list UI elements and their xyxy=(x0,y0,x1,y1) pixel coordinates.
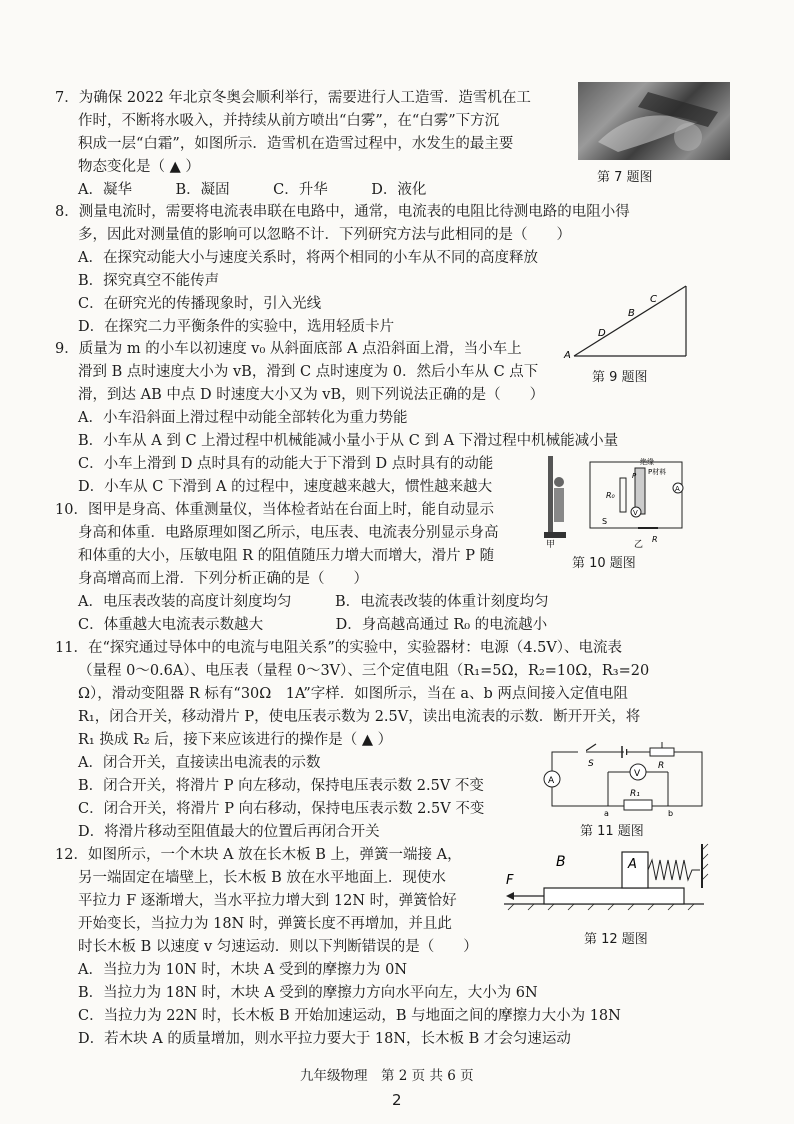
question-line: 作时，不断将水吸入，并持续从前方喷出“白雾”，在“白雾”下方沉 xyxy=(78,113,500,129)
fig12-label-b: B xyxy=(556,854,566,870)
fig11-label-b-point: b xyxy=(668,809,674,816)
question-line: Ω），滑动变阻器 R 标有“30Ω 1A”字样．如图所示，当在 a、b 两点间接入定值电阻 xyxy=(78,686,628,702)
question-line: 身高增高而上滑．下列分析正确的是（ ） xyxy=(78,571,368,587)
question-line: 10．图甲是身高、体重测量仪，当体检者站在台面上时，能自动显示 xyxy=(55,502,494,518)
fig12-label-f: F xyxy=(506,873,514,888)
question-line: 另一端固定在墙壁上，长木板 B 放在水平地面上．现使水 xyxy=(78,870,446,886)
fig7-snow-machine-photo xyxy=(578,82,730,160)
answer-options: A．凝华 B．凝固 C．升华 D．液化 xyxy=(78,182,427,198)
question-line: 滑到 B 点时速度大小为 vB，滑到 C 点时速度为 0．然后小车从 C 点下 xyxy=(78,364,539,380)
question-line: 9．质量为 m 的小车以初速度 v₀ 从斜面底部 A 点沿斜面上滑，当小车上 xyxy=(55,341,522,357)
fig10-label-material: P材料 xyxy=(648,468,667,476)
fig11-label-r: R xyxy=(658,761,665,771)
option-c: C．闭合开关，将滑片 P 向右移动，保持电压表示数 2.5V 不变 xyxy=(78,801,485,817)
fig10-label-r0: R₀ xyxy=(606,491,615,500)
question-line: 和体重的大小，压敏电阻 R 的阻值随压力增大而增大，滑片 P 随 xyxy=(78,548,495,564)
fig12-label-a: A xyxy=(628,857,637,872)
question-line: R₁ 换成 R₂ 后，接下来应该进行的操作是（ ▲ ） xyxy=(78,732,393,748)
fig9-label-d: D xyxy=(598,328,606,339)
question-line: 身高和体重．电路原理如图乙所示，电压表、电流表分别显示身高 xyxy=(78,525,499,541)
question-line: 8．测量电流时，需要将电流表串联在电路中，通常，电流表的电阻比待测电路的电阻小得 xyxy=(55,204,630,220)
options-ab: A．电压表改装的高度计刻度均匀 B．电流表改装的体重计刻度均匀 xyxy=(78,594,549,610)
options-cd: C．体重越大电流表示数越大 D．身高越高通过 R₀ 的电流越小 xyxy=(78,617,548,633)
fig10-label-v: V xyxy=(633,509,638,517)
fig10-label-s: S xyxy=(602,517,608,526)
option-d: D．小车从 C 下滑到 A 的过程中，速度越来越大，惯性越来越大 xyxy=(78,479,493,495)
question-line: 物态变化是（ ▲ ） xyxy=(78,159,200,175)
fig11-label-a-point: a xyxy=(604,809,609,816)
question-line: 积成一层“白霜”，如图所示．造雪机在造雪过程中，水发生的最主要 xyxy=(78,136,514,152)
question-line: 12．如图所示，一个木块 A 放在长木板 B 上，弹簧一端接 A， xyxy=(55,847,462,863)
fig10-caption: 第 10 题图 xyxy=(572,556,636,571)
fig11-circuit-diagram xyxy=(538,742,708,816)
question-line: R₁，闭合开关，移动滑片 P，使电压表示数为 2.5V，读出电流表的示数．断开开关，将 xyxy=(78,709,641,725)
page-number: 2 xyxy=(392,1091,402,1109)
fig11-label-a: A xyxy=(548,776,555,786)
question-line: 滑，到达 AB 中点 D 时速度大小又为 vB，则下列说法正确的是（ ） xyxy=(78,387,545,403)
fig10-label-p: P xyxy=(632,472,637,480)
fig10-label-jia: 甲 xyxy=(546,540,556,548)
option-c: C．当拉力为 22N 时，长木板 B 开始加速运动，B 与地面之间的摩擦力大小为 18N xyxy=(78,1008,621,1024)
fig12-block-spring-diagram xyxy=(504,842,714,912)
fig7-caption: 第 7 题图 xyxy=(597,170,653,185)
question-line: 平拉力 F 逐渐增大，当水平拉力增大到 12N 时，弹簧恰好 xyxy=(78,893,457,909)
question-line: 多，因此对测量值的影响可以忽略不计．下列研究方法与此相同的是（ ） xyxy=(78,227,571,243)
fig11-label-v: V xyxy=(634,769,641,779)
fig10-label-a: A xyxy=(675,485,680,493)
question-line: 7．为确保 2022 年北京冬奥会顺利举行，需要进行人工造雪．造雪机在工 xyxy=(55,90,531,106)
fig9-incline-diagram xyxy=(560,280,700,360)
option-d: D．将滑片移动至阻值最大的位置后再闭合开关 xyxy=(78,824,380,840)
fig9-label-b: B xyxy=(628,308,635,319)
option-a: A．在探究动能大小与速度关系时，将两个相同的小车从不同的高度释放 xyxy=(78,250,538,266)
option-b: B．当拉力为 18N 时，木块 A 受到的摩擦力方向水平向左，大小为 6N xyxy=(78,985,538,1001)
option-d: D．若木块 A 的质量增加，则水平拉力要大于 18N，长木板 B 才会匀速运动 xyxy=(78,1031,571,1047)
fig12-caption: 第 12 题图 xyxy=(584,932,648,947)
fig11-label-r1: R₁ xyxy=(630,789,640,799)
option-a: A．当拉力为 10N 时，木块 A 受到的摩擦力为 0N xyxy=(78,962,408,978)
fig10-diagram xyxy=(540,448,690,548)
question-line: 开始变长，当拉力为 18N 时，弹簧长度不再增加，并且此 xyxy=(78,916,452,932)
fig10-label-r: R xyxy=(652,535,658,544)
option-d: D．在探究二力平衡条件的实验中，选用轻质卡片 xyxy=(78,319,395,335)
option-b: B．小车从 A 到 C 上滑过程中机械能减小量小于从 C 到 A 下滑过程中机械能减小量 xyxy=(78,433,619,449)
fig9-label-a: A xyxy=(564,350,571,360)
option-b: B．闭合开关，将滑片 P 向左移动，保持电压表示数 2.5V 不变 xyxy=(78,778,484,794)
option-a: A．闭合开关，直接读出电流表的示数 xyxy=(78,755,321,771)
question-line: 11．在“探究通过导体中的电流与电阻关系”的实验中，实验器材：电源（4.5V）、电流表 xyxy=(55,640,623,656)
page-footer: 九年级物理 第 2 页 共 6 页 xyxy=(300,1068,474,1084)
option-a: A．小车沿斜面上滑过程中动能全部转化为重力势能 xyxy=(78,410,408,426)
option-b: B．探究真空不能传声 xyxy=(78,273,220,289)
fig10-label-insulation: 绝缘 xyxy=(640,458,654,466)
option-c: C．在研究光的传播现象时，引入光线 xyxy=(78,296,322,312)
option-c: C．小车上滑到 D 点时具有的动能大于下滑到 D 点时具有的动能 xyxy=(78,456,494,472)
fig10-label-yi: 乙 xyxy=(634,540,644,548)
question-line: 时长木板 B 以速度 v 匀速运动．则以下判断错误的是（ ） xyxy=(78,939,478,955)
fig11-caption: 第 11 题图 xyxy=(580,824,644,839)
question-line: （量程 0～0.6A）、电压表（量程 0～3V）、三个定值电阻（R₁=5Ω，R₂=10Ω，R₃=20 xyxy=(78,663,650,679)
fig9-label-c: C xyxy=(650,294,657,305)
fig9-caption: 第 9 题图 xyxy=(592,370,648,385)
fig11-label-s: S xyxy=(588,759,594,769)
